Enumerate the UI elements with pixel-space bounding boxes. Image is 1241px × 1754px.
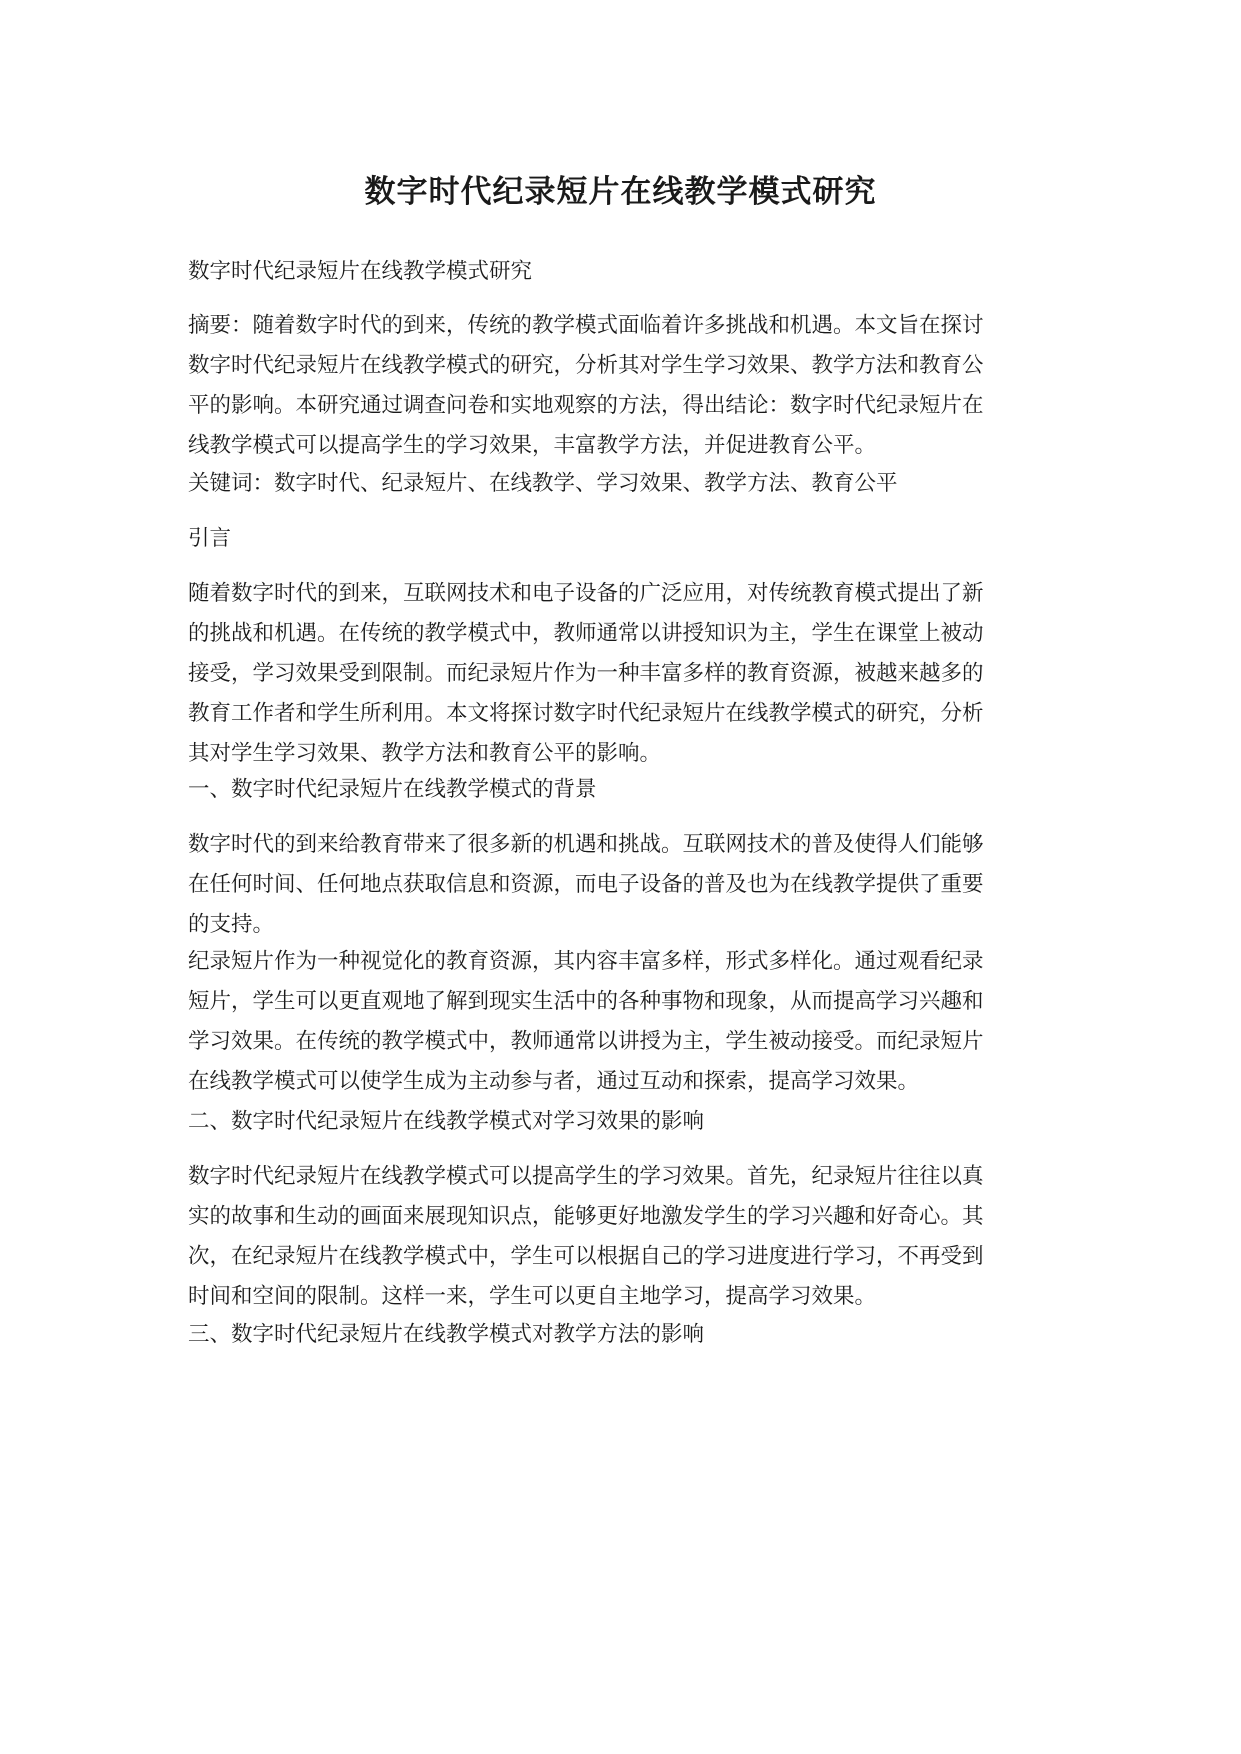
section2-p1-line: 时间和空间的限制。这样一来，学生可以更自主地学习，提高学习效果。 — [188, 1284, 877, 1309]
section1-paragraph-2 — [188, 942, 1044, 1102]
document-title: 数字时代纪录短片在线教学模式研究 — [364, 174, 877, 210]
keywords: 关键词：数字时代、纪录短片、在线教学、学习效果、教学方法、教育公平 — [188, 471, 898, 496]
intro-line: 的挑战和机遇。在传统的教学模式中，教师通常以讲授知识为主，学生在课堂上被动 — [188, 621, 984, 646]
section1-p1-line: 数字时代的到来给教育带来了很多新的机遇和挑战。互联网技术的普及使得人们能够 — [188, 832, 984, 857]
abstract-line: 平的影响。本研究通过调查问卷和实地观察的方法，得出结论：数字时代纪录短片在 — [188, 393, 984, 418]
section1-p1-line: 的支持。 — [188, 912, 275, 937]
section2-p1-line: 次，在纪录短片在线教学模式中，学生可以根据自己的学习进度进行学习，不再受到 — [188, 1244, 984, 1269]
intro-line: 其对学生学习效果、教学方法和教育公平的影响。 — [188, 741, 662, 766]
intro-paragraph — [188, 574, 1044, 774]
intro-line: 随着数字时代的到来，互联网技术和电子设备的广泛应用，对传统教育模式提出了新 — [188, 581, 984, 606]
intro-line: 教育工作者和学生所利用。本文将探讨数字时代纪录短片在线教学模式的研究，分析 — [188, 701, 984, 726]
section3-heading: 三、数字时代纪录短片在线教学模式对教学方法的影响 — [188, 1322, 705, 1347]
section2-heading: 二、数字时代纪录短片在线教学模式对学习效果的影响 — [188, 1109, 705, 1134]
document-subtitle: 数字时代纪录短片在线教学模式研究 — [188, 259, 533, 284]
section1-p1-line: 在任何时间、任何地点获取信息和资源，而电子设备的普及也为在线教学提供了重要 — [188, 872, 984, 897]
abstract-line: 数字时代纪录短片在线教学模式的研究，分析其对学生学习效果、教学方法和教育公 — [188, 353, 984, 378]
intro-line: 接受，学习效果受到限制。而纪录短片作为一种丰富多样的教育资源，被越来越多的 — [188, 661, 984, 686]
intro-heading: 引言 — [188, 526, 232, 551]
section1-p2-line: 短片，学生可以更直观地了解到现实生活中的各种事物和现象，从而提高学习兴趣和 — [188, 989, 984, 1014]
section2-paragraph-1 — [188, 1157, 1044, 1317]
section2-p1-line: 实的故事和生动的画面来展现知识点，能够更好地激发学生的学习兴趣和好奇心。其 — [188, 1204, 984, 1229]
section1-paragraph-1 — [188, 825, 1044, 945]
abstract-line: 线教学模式可以提高学生的学习效果，丰富教学方法，并促进教育公平。 — [188, 433, 877, 458]
section1-p2-line: 在线教学模式可以使学生成为主动参与者，通过互动和探索，提高学习效果。 — [188, 1069, 920, 1094]
section1-p2-line: 纪录短片作为一种视觉化的教育资源，其内容丰富多样，形式多样化。通过观看纪录 — [188, 949, 984, 974]
section1-p2-line: 学习效果。在传统的教学模式中，教师通常以讲授为主，学生被动接受。而纪录短片 — [188, 1029, 984, 1054]
abstract-line: 摘要：随着数字时代的到来，传统的教学模式面临着许多挑战和机遇。本文旨在探讨 — [188, 313, 984, 338]
section2-p1-line: 数字时代纪录短片在线教学模式可以提高学生的学习效果。首先，纪录短片往往以真 — [188, 1164, 984, 1189]
abstract-paragraph — [188, 306, 1044, 466]
section1-heading: 一、数字时代纪录短片在线教学模式的背景 — [188, 777, 597, 802]
